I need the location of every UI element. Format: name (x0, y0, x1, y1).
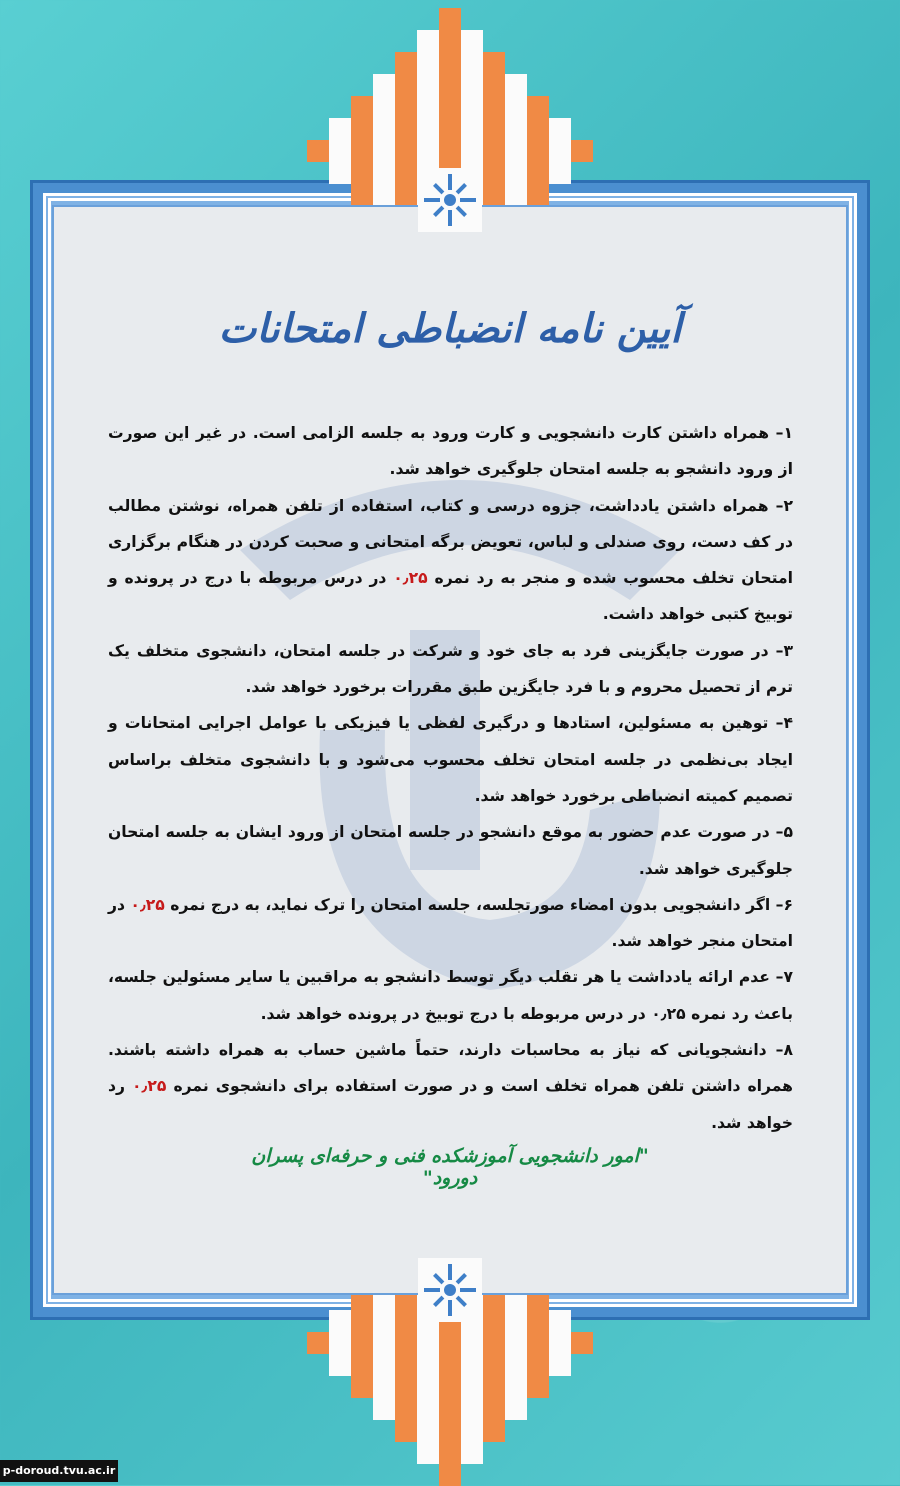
checker-tile (505, 1376, 527, 1398)
checker-tile (527, 1332, 549, 1354)
checker-tile (417, 96, 439, 118)
checker-tile (395, 1398, 417, 1420)
checker-tile (505, 96, 527, 118)
checker-tile (549, 118, 571, 140)
checker-tile (395, 1332, 417, 1354)
checker-tile (483, 184, 505, 206)
checker-tile (351, 140, 373, 162)
checker-tile (527, 96, 549, 118)
checker-tile (483, 74, 505, 96)
checker-tile (439, 140, 461, 162)
footer-signature: "امور دانشجویی آموزشکده فنی و حرفه‌ای پسران دورود" (251, 1145, 649, 1189)
checker-tile (351, 184, 373, 206)
checker-tile (505, 162, 527, 184)
checker-tile (351, 1332, 373, 1354)
checker-tile (461, 1420, 483, 1442)
checker-tile (439, 74, 461, 96)
checker-tile (417, 1442, 439, 1464)
checker-tile (329, 118, 351, 140)
checker-tile (373, 74, 395, 96)
rule-number: ۶– (770, 895, 793, 914)
checker-tile (527, 1376, 549, 1398)
checker-tile (483, 52, 505, 74)
rule-item (108, 814, 793, 887)
checker-tile (461, 118, 483, 140)
checker-tile (505, 118, 527, 140)
checker-tile (417, 52, 439, 74)
checker-tile (483, 118, 505, 140)
checker-tile (351, 1376, 373, 1398)
checker-tile (439, 52, 461, 74)
checker-tile (329, 1332, 351, 1354)
checker-tile (549, 1310, 571, 1332)
checker-tile (373, 1354, 395, 1376)
checker-tile (439, 1442, 461, 1464)
checker-tile (483, 1332, 505, 1354)
checker-tile (483, 1420, 505, 1442)
rule-text: دانشجویانی که نیاز به محاسبات دارند، حتماً ماشین حساب به همراه داشته باشند. همراه داشتن تلفن همراه تخلف است و در صورت استفاده برای دانشجوی نمره (108, 1041, 793, 1096)
checker-tile (461, 96, 483, 118)
checker-tile (395, 1376, 417, 1398)
checker-tile (395, 96, 417, 118)
checker-tile (461, 1332, 483, 1354)
checker-tile (505, 1354, 527, 1376)
checker-tile (439, 1376, 461, 1398)
checker-tile (527, 1310, 549, 1332)
checker-tile (483, 1310, 505, 1332)
checker-tile (461, 74, 483, 96)
checker-tile (417, 140, 439, 162)
rule-text: همراه داشتن یادداشت، جزوه درسی و کتاب، استفاده از تلفن همراه، نوشتن مطالب در کف دست، روی صندلی و لباس، تعویض برگه امتحانی و صحبت کردن در هنگام برگزاری امتحان تخلف محسوب شده و منجر به رد نمره (108, 496, 793, 588)
checker-tile (395, 1310, 417, 1332)
bottom-star-ornament-icon (418, 1258, 482, 1322)
checker-tile (373, 184, 395, 206)
checker-tile (417, 1332, 439, 1354)
checker-tile (439, 1332, 461, 1354)
checker-tile (549, 1354, 571, 1376)
checker-tile (505, 1310, 527, 1332)
grade-highlight: ۰٫۲۵ (393, 569, 428, 588)
checker-tile (549, 1332, 571, 1354)
checker-tile (307, 140, 329, 162)
checker-tile (307, 1332, 329, 1354)
rule-text: در امتحان منجر خواهد شد. (108, 895, 793, 951)
checker-tile (483, 162, 505, 184)
checker-tile (571, 1332, 593, 1354)
checker-tile (395, 74, 417, 96)
checker-tile (461, 1354, 483, 1376)
checker-tile (395, 1354, 417, 1376)
rule-text: همراه داشتن کارت دانشجویی و کارت ورود به جلسه الزامی است. در غیر این صورت از ورود دانشجو به جلسه امتحان جلوگیری خواهد شد. (108, 424, 793, 479)
rule-number: ۲– (768, 496, 793, 515)
checker-tile (395, 140, 417, 162)
checker-tile (417, 1420, 439, 1442)
rule-text: در صورت عدم حضور به موقع دانشجو در جلسه امتحان از ورود ایشان به جلسه امتحان جلوگیری خواهد شد. (108, 823, 793, 878)
rule-item (108, 633, 793, 706)
rules-list (108, 415, 793, 1141)
checker-tile (461, 30, 483, 52)
checker-tile (351, 162, 373, 184)
checker-tile (439, 1464, 461, 1486)
rule-text: در صورت جایگزینی فرد به جای خود و شرکت در جلسه امتحان، دانشجوی متخلف یک ترم از تحصیل محروم و با فرد جایگزین طبق مقررات برخورد خواهد شد. (108, 641, 793, 697)
checker-tile (461, 52, 483, 74)
rule-number: ۵– (769, 823, 793, 842)
checker-tile (417, 118, 439, 140)
checker-tile (505, 140, 527, 162)
checker-tile (571, 140, 593, 162)
checker-tile (373, 1332, 395, 1354)
top-star-ornament-icon (418, 168, 482, 232)
checker-tile (505, 184, 527, 206)
checker-tile (417, 1354, 439, 1376)
checker-tile (461, 1442, 483, 1464)
checker-tile (461, 1376, 483, 1398)
checker-tile (461, 1398, 483, 1420)
checker-tile (549, 140, 571, 162)
checker-tile (549, 162, 571, 184)
checker-tile (373, 140, 395, 162)
checker-tile (483, 1398, 505, 1420)
checker-tile (417, 1376, 439, 1398)
source-url-badge[interactable]: p-doroud.tvu.ac.ir (0, 1460, 118, 1482)
checker-tile (417, 30, 439, 52)
checker-tile (417, 74, 439, 96)
rule-item (108, 705, 793, 814)
checker-tile (329, 1354, 351, 1376)
checker-tile (395, 52, 417, 74)
checker-tile (483, 140, 505, 162)
checker-tile (373, 1376, 395, 1398)
checker-tile (483, 1376, 505, 1398)
checker-tile (505, 74, 527, 96)
checker-tile (417, 1398, 439, 1420)
checker-tile (439, 1398, 461, 1420)
rule-text: توهین به مسئولین، استادها و درگیری لفظی یا فیزیکی با عوامل اجرایی امتحانات و ایجاد بی‌نظمی در جلسه امتحان تخلف محسوب می‌شود و با دانشجوی متخلف براساس تصمیم کمیته انضباطی برخورد خواهد شد. (108, 714, 793, 805)
checker-tile (527, 1354, 549, 1376)
checker-tile (373, 118, 395, 140)
rule-number: ۸– (766, 1041, 793, 1060)
checker-tile (483, 96, 505, 118)
checker-tile (461, 140, 483, 162)
rule-number: ۳– (768, 641, 793, 660)
rule-number: ۱– (769, 424, 793, 442)
grade-highlight: ۰٫۲۵ (132, 1077, 167, 1096)
checker-tile (351, 118, 373, 140)
rule-number: ۷– (769, 968, 793, 987)
checker-tile (439, 96, 461, 118)
checker-tile (373, 96, 395, 118)
checker-tile (329, 1310, 351, 1332)
checker-tile (439, 30, 461, 52)
checker-tile (527, 184, 549, 206)
rule-item (108, 887, 793, 960)
checker-tile (329, 140, 351, 162)
rule-text: در درس مربوطه با درج در پرونده و توبیخ کتبی خواهد داشت. (108, 569, 793, 624)
checker-tile (351, 96, 373, 118)
checker-tile (395, 162, 417, 184)
checker-tile (483, 1354, 505, 1376)
checker-tile (373, 162, 395, 184)
rule-text: اگر دانشجویی بدون امضاء صورتجلسه، جلسه امتحان را ترک نماید، به درج نمره (164, 895, 771, 914)
rule-item (108, 415, 793, 488)
checker-tile (351, 1310, 373, 1332)
page-title: آیین نامه انضباطی امتحانات (218, 305, 682, 352)
checker-tile (439, 1354, 461, 1376)
checker-tile (527, 162, 549, 184)
rule-text: رد خواهد شد. (108, 1077, 793, 1132)
rule-item (108, 488, 793, 633)
checker-tile (395, 118, 417, 140)
checker-tile (395, 1420, 417, 1442)
rule-item (108, 1032, 793, 1141)
checker-tile (439, 1420, 461, 1442)
checker-tile (373, 1310, 395, 1332)
rule-text: عدم ارائه یادداشت یا هر تقلب دیگر توسط دانشجو به مراقبین یا سایر مسئولین جلسه، باعث رد نمره ۰٫۲۵ در درس مربوطه با درج توبیخ در پرونده خواهد شد. (108, 968, 793, 1023)
checker-tile (373, 1398, 395, 1420)
rule-item (108, 959, 793, 1032)
checker-tile (439, 118, 461, 140)
checker-tile (505, 1398, 527, 1420)
checker-tile (351, 1354, 373, 1376)
grade-highlight: ۰٫۲۵ (130, 895, 165, 914)
rule-number: ۴– (768, 714, 793, 733)
checker-tile (505, 1332, 527, 1354)
checker-tile (439, 8, 461, 30)
checker-tile (527, 118, 549, 140)
checker-tile (395, 184, 417, 206)
checker-tile (329, 162, 351, 184)
checker-tile (527, 140, 549, 162)
